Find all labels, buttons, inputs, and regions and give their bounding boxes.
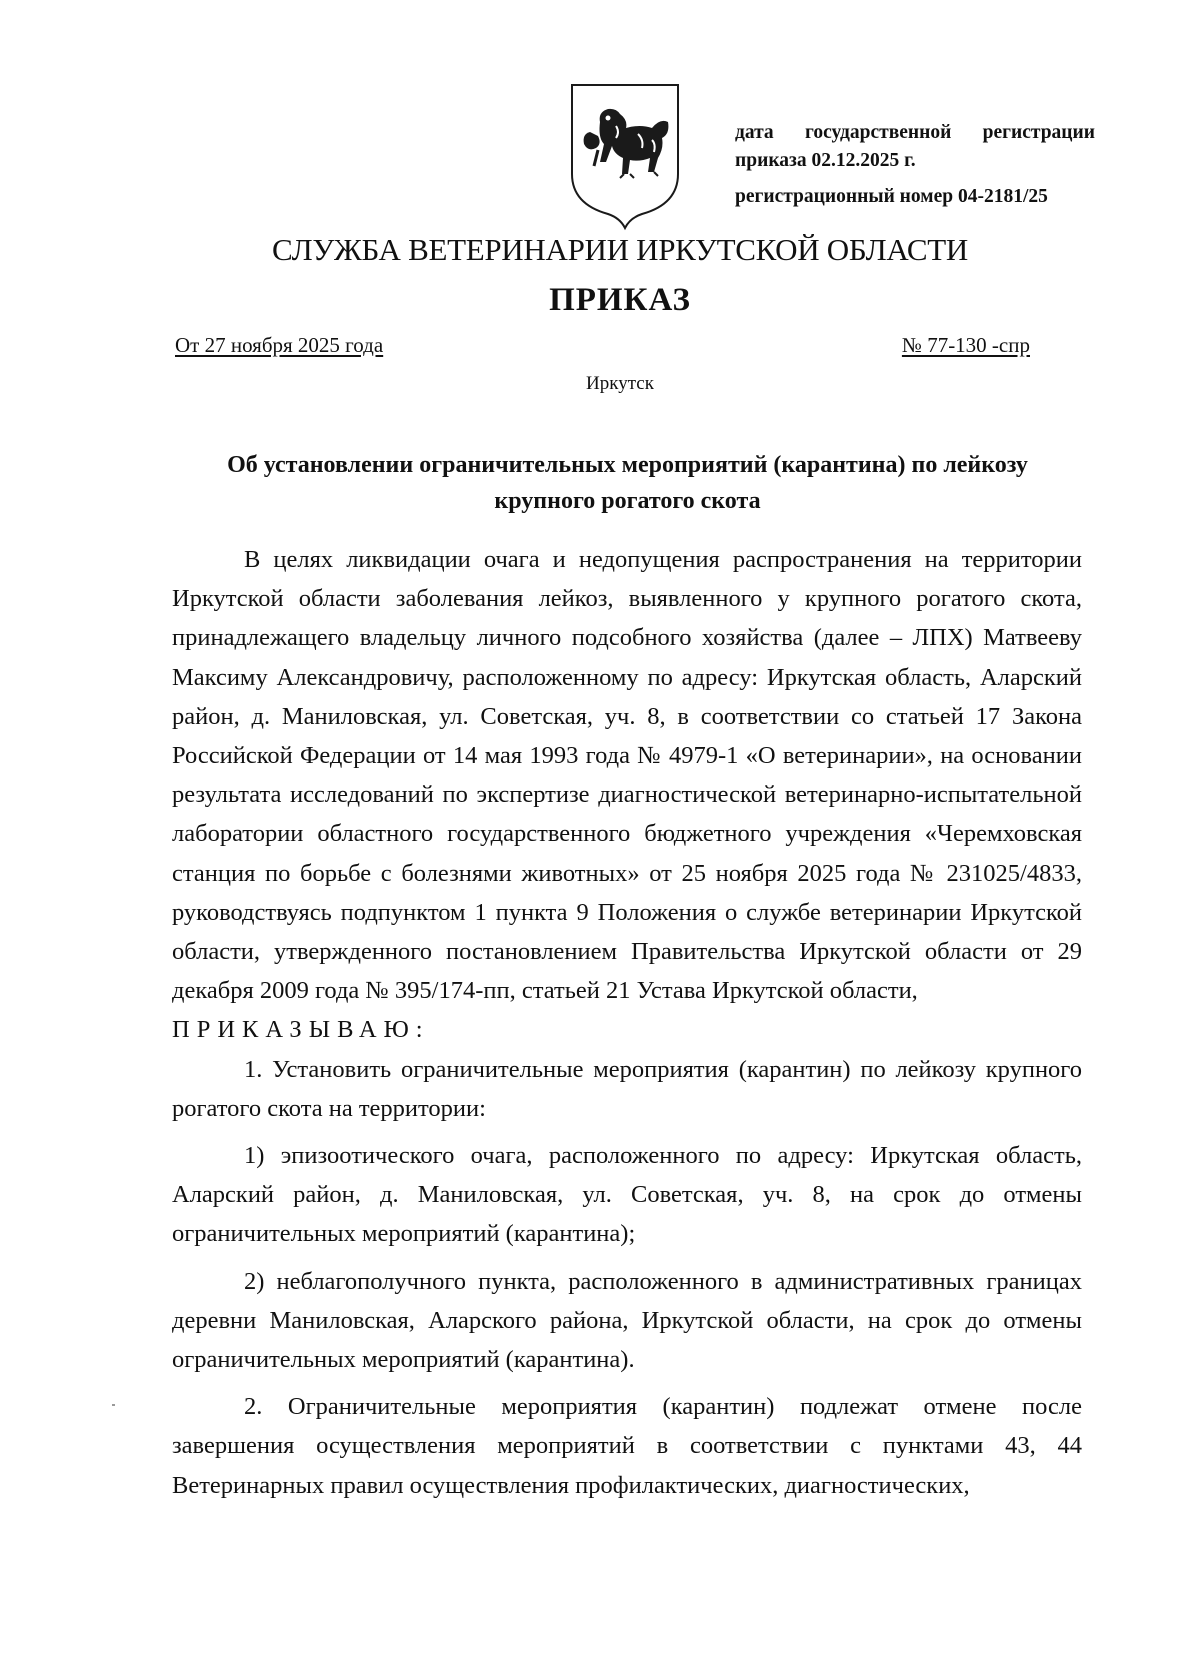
order-item-1-2: 2) неблагополучного пункта, расположенного в административных границах деревни Маниловская, Аларского района, Иркутской области, на срок до отмены ограничительных мероприятий (карантина). xyxy=(172,1267,1082,1374)
registration-date-value: приказа 02.12.2025 г. xyxy=(735,150,916,171)
preamble-paragraph: В целях ликвидации очага и недопущения распространения на территории Иркутской области заболевания лейкоз, выявленного у крупного рогатого скота, принадлежащего владельцу личного подсобного хозяйства (далее – ЛПХ) Матвееву Максиму Александровичу, расположенному по адресу: Иркутская область, Аларский район, д. Маниловская, ул. Советская, уч. 8, в соответствии со статьей 17 Закона Российской Федерации от 14 мая 1993 года № 4979-1 «О ветеринарии», на основании результата исследований по экспертизе диагностической ветеринарно-испытательной лаборатории областного государственного бюджетного учреждения «Черемховская станция по борьбе с болезнями животных» от 25 ноября 2025 года № 231025/4833, руководствуясь подпунктом 1 пункта 9 Положения о службе ветеринарии Иркутской области, утвержденного постановлением Правительства Иркутской области от 29 декабря 2009 года № 395/174-пп, статьей 21 Устава Иркутской области, xyxy=(172,546,1082,1005)
registration-date-label: дата государственной регистрации xyxy=(735,122,1095,143)
order-item-2: 2. Ограничительные мероприятия (карантин) подлежат отмене после завершения осуществления мероприятий в соответствии с пунктами 43, 44 Ветеринарных правил осуществления профилактических, диагностических, xyxy=(172,1393,1082,1499)
registration-number: регистрационный номер 04-2181/25 xyxy=(735,186,1048,207)
irkutsk-coat-of-arms-icon xyxy=(568,82,682,232)
order-number: № 77-130 -спр xyxy=(901,333,1030,357)
organization-title: СЛУЖБА ВЕТЕРИНАРИИ ИРКУТСКОЙ ОБЛАСТИ xyxy=(272,232,968,267)
document-type-title: ПРИКАЗ xyxy=(549,282,691,318)
document-heading: Об установлении ограничительных мероприятий (карантина) по лейкозу крупного рогатого скота xyxy=(227,452,1028,514)
order-item-1-1: 1) эпизоотического очага, расположенного по адресу: Иркутская область, Аларский район, д. Маниловская, ул. Советская, уч. 8, на срок до отмены ограничительных мероприятий (карантина); xyxy=(172,1142,1082,1248)
document-body xyxy=(172,540,1082,1505)
decree-word: ПРИКАЗЫВАЮ: xyxy=(172,1016,430,1044)
order-item-1: 1. Установить ограничительные мероприятия (карантин) по лейкозу крупного рогатого скота на территории: xyxy=(172,1055,1082,1122)
order-date: От 27 ноября 2025 года xyxy=(175,333,384,357)
registration-block xyxy=(735,119,1095,211)
order-city: Иркутск xyxy=(586,373,654,394)
scan-artifact xyxy=(112,1404,115,1406)
